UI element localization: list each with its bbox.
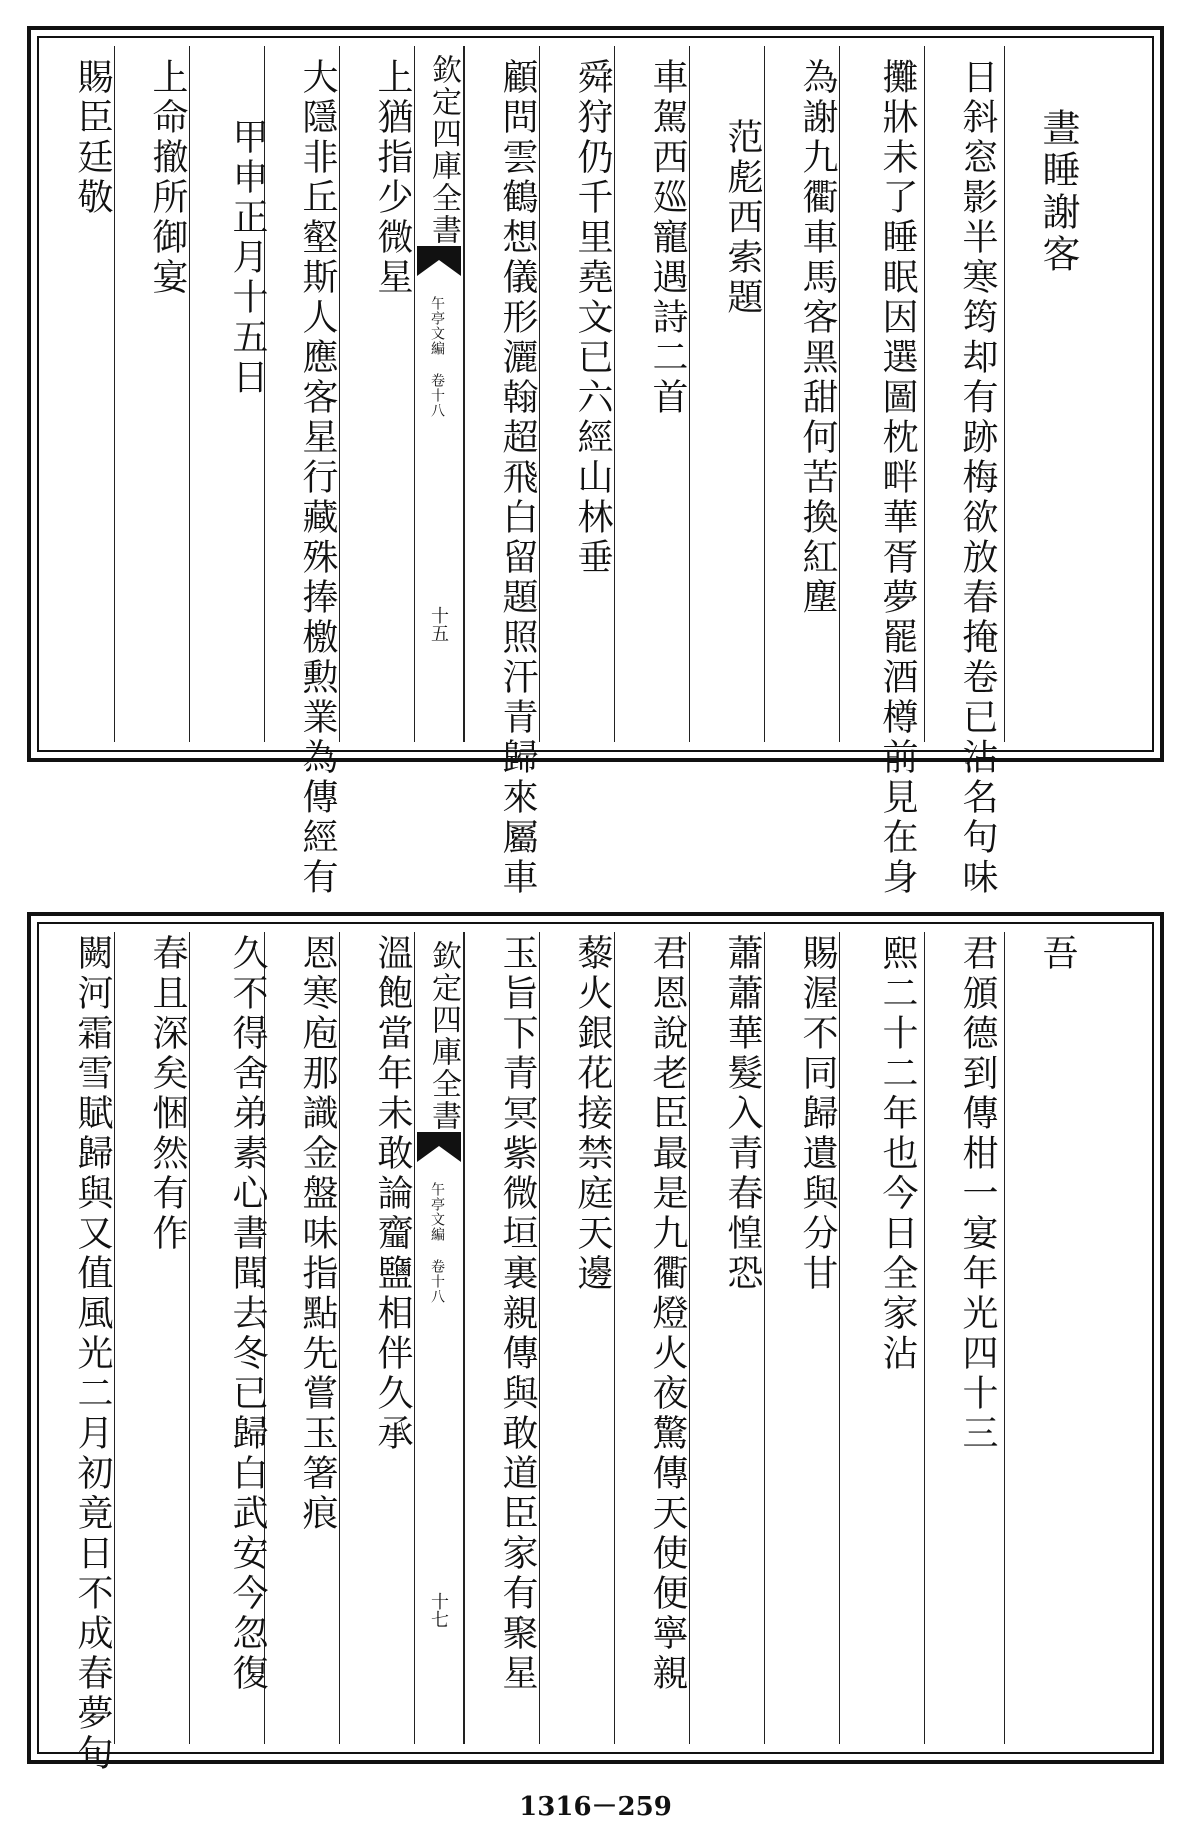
bottom-divider-3 (764, 932, 765, 1744)
bottom-col-5: 君恩說老臣最是九衢燈火夜驚傳天使便寧親 (647, 934, 688, 1694)
bottom-fold-page: 十七 (428, 1592, 449, 1628)
bottom-col-4: 蕭蕭華髮入青春惶恐 (722, 934, 763, 1294)
fish-tail-icon (417, 1132, 461, 1170)
bottom-divider-0 (1004, 932, 1005, 1744)
top-divider-3 (764, 46, 765, 742)
top-divider-8 (339, 46, 340, 742)
bottom-fold-column (414, 932, 464, 1744)
top-fold-page: 十五 (428, 606, 449, 642)
bottom-col-0: 吾 (1037, 934, 1078, 974)
top-divider-6 (539, 46, 540, 742)
bottom-col-8: 溫飽當年未敢論齏鹽相伴久承 (372, 934, 413, 1454)
top-col-0: 晝睡謝客 (1036, 108, 1080, 276)
top-col-9: 大隱非丘壑斯人應客星行藏殊捧檄勲業為傳經有 (297, 58, 338, 898)
top-col-2: 攤牀未了睡眠因選圖枕畔華胥夢罷酒樽前見在身 (877, 58, 918, 898)
fish-tail-icon (417, 246, 461, 284)
bottom-col-2: 熙二十二年也今日全家沾 (877, 934, 918, 1374)
bottom-divider-1 (924, 932, 925, 1744)
top-col-3: 為謝九衢車馬客黑甜何苦換紅塵 (797, 58, 838, 618)
top-fold-column (414, 46, 464, 742)
bottom-col-1: 君頒德到傳柑一宴年光四十三 (957, 934, 998, 1454)
top-divider-0 (1004, 46, 1005, 742)
top-divider-1 (924, 46, 925, 742)
bottom-divider-5 (614, 932, 615, 1744)
bottom-col-6: 藜火銀花接禁庭天邊 (572, 934, 613, 1294)
bottom-panel (27, 912, 1164, 1774)
bottom-divider-11 (114, 932, 115, 1744)
top-divider-4 (689, 46, 690, 742)
top-panel (27, 26, 1164, 898)
top-divider-10 (189, 46, 190, 742)
top-col-11: 甲申正月十五日 (227, 118, 268, 398)
bottom-divider-4 (689, 932, 690, 1744)
top-col-5: 車駕西廵寵遇詩二首 (647, 58, 688, 418)
top-panel-frame (37, 36, 1154, 898)
bottom-col-12: 闕河霜雪賦歸與又值風光二月初竟日不成春夢句 (72, 934, 113, 1774)
bottom-fold-title: 欽定四庫全書 (426, 940, 461, 1132)
top-col-4: 范彪西索題 (722, 118, 763, 318)
bottom-panel-frame (37, 922, 1154, 1774)
top-divider-2 (839, 46, 840, 742)
bottom-divider-6 (539, 932, 540, 1744)
top-fold-meta: 午亭文編 卷十八 (429, 296, 445, 418)
top-col-12: 上命撤所御宴 (147, 58, 188, 298)
bottom-col-7: 玉旨下青冥紫微垣裏親傳與敢道臣家有聚星 (497, 934, 538, 1694)
top-divider-11 (114, 46, 115, 742)
bottom-fold-meta: 午亭文編 卷十八 (429, 1182, 445, 1304)
bottom-col-11: 春且深矣悃然有作 (147, 934, 188, 1254)
top-col-7b: 顧問雲鶴想儀形灑翰超飛白留題照汗青歸來屬車 (497, 58, 538, 898)
top-divider-5 (614, 46, 615, 742)
top-col-13: 賜臣廷敬 (72, 58, 113, 218)
bottom-divider-2 (839, 932, 840, 1744)
top-col-6: 舜狩仍千里堯文已六經山林垂 (572, 58, 613, 578)
bottom-divider-8 (339, 932, 340, 1744)
bottom-divider-10 (189, 932, 190, 1744)
bottom-col-3: 賜渥不同歸遺與分甘 (797, 934, 838, 1294)
bottom-col-10: 久不得舍弟素心書聞去冬已歸白武安今忽復 (227, 934, 268, 1694)
top-col-1: 日斜窓影半寒筠却有跡梅欲放春掩卷已沾名句味 (957, 58, 998, 898)
page-number: 1316－259 (519, 1792, 672, 1822)
bottom-col-9: 恩寒庖那識金盤味指點先嘗玉箸痕 (297, 934, 338, 1534)
top-fold-title: 欽定四庫全書 (426, 54, 461, 246)
top-col-8: 上猶指少微星 (372, 58, 413, 298)
